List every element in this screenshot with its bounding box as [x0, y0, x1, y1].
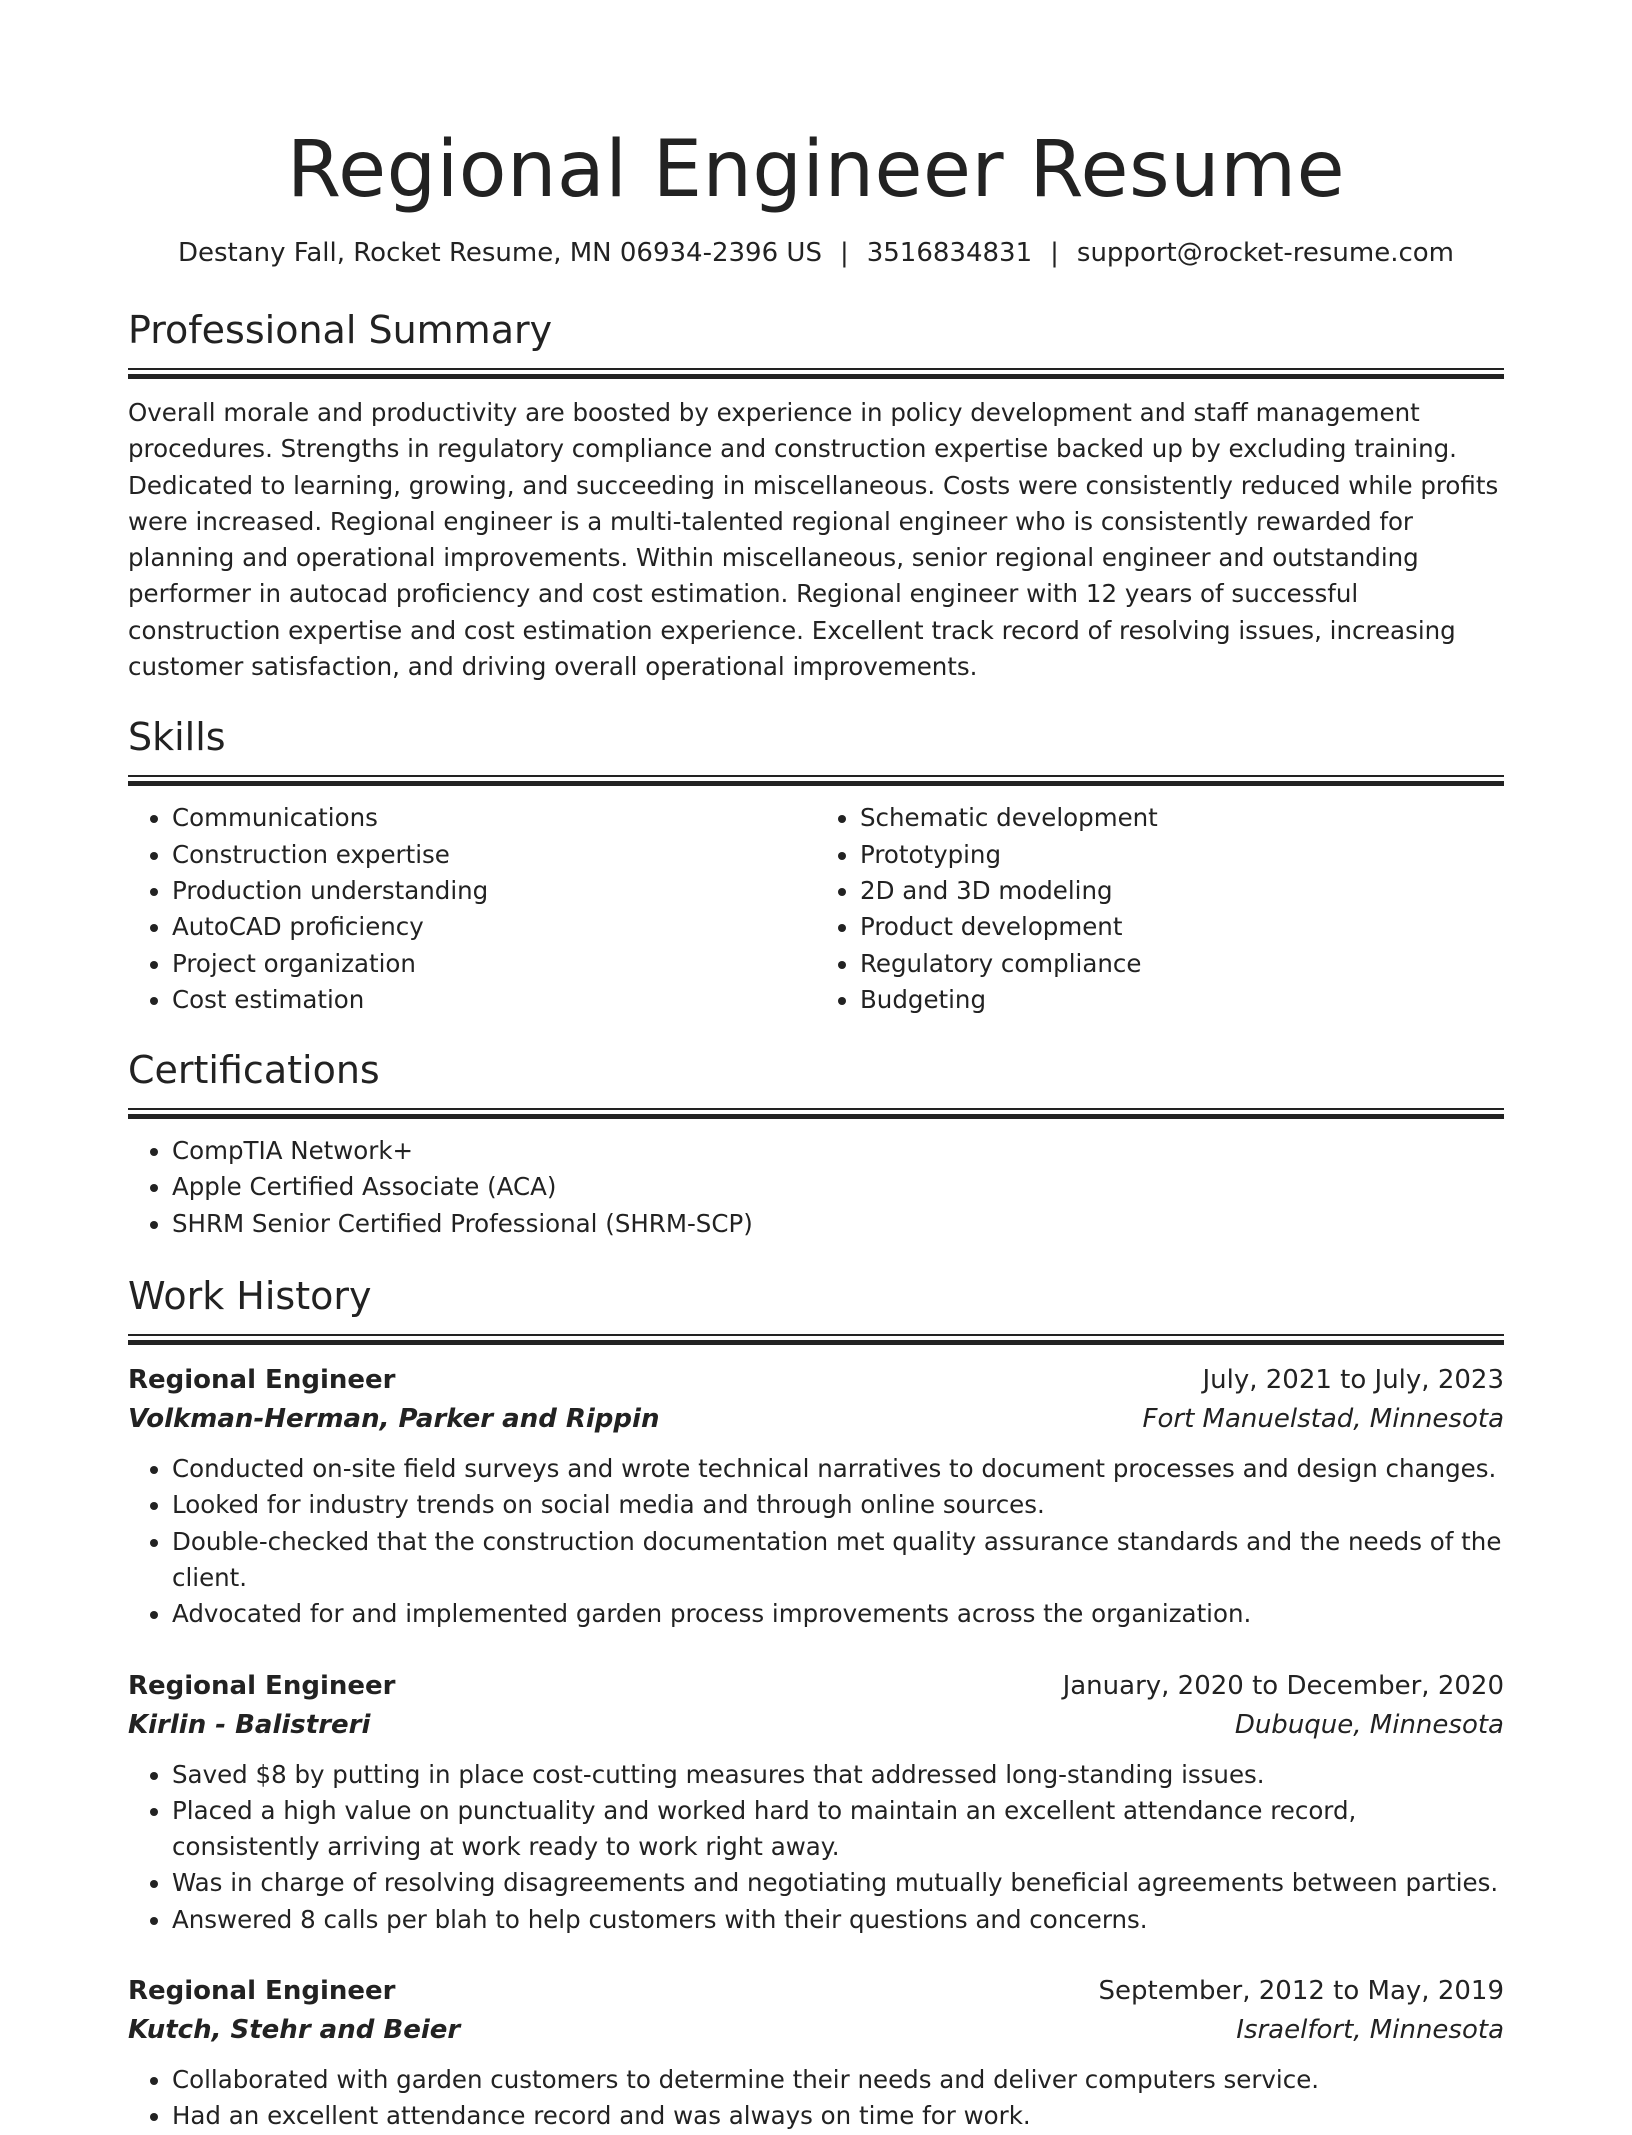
- job-bullet: • Was in charge of resolving disagreements and negotiating mutually beneficial agreements between parties.: [172, 1865, 1504, 1901]
- skill-item: • Product development: [860, 909, 1504, 945]
- skill-item: • Communications: [172, 800, 816, 836]
- skills-list-left: [128, 800, 816, 1018]
- skill-item: • Budgeting: [860, 982, 1504, 1018]
- certifications-section: [128, 1046, 1504, 1242]
- job-company-row: [128, 2011, 1504, 2050]
- contact-separator: |: [839, 238, 849, 268]
- job-bullets: [128, 1451, 1504, 1632]
- job-location: Dubuque, Minnesota: [1234, 1709, 1504, 1740]
- job-title: Regional Engineer: [128, 1976, 396, 2007]
- job-bullet: • Conducted on-site field surveys and wrote technical narratives to document processes and design changes.: [172, 1451, 1504, 1487]
- contact-separator: |: [1050, 238, 1059, 268]
- job-bullet: • Collaborated with garden customers to determine their needs and deliver computers service.: [172, 2062, 1504, 2098]
- job-header-row: [128, 1361, 1504, 1400]
- section-divider: [128, 1108, 1504, 1119]
- skills-list-right: [816, 800, 1504, 1018]
- summary-section: [128, 306, 1504, 685]
- job-dates: September, 2012 to May, 2019: [1098, 1976, 1504, 2007]
- summary-text: Overall morale and productivity are boosted by experience in policy development and staff management procedures. Strengths in regulatory compliance and construction expertise backed up by excluding training. Dedicated to learning, growing, and succeeding in miscellaneous. Costs were consistently reduced while profits were increased. Regional engineer is a multi-talented regional engineer who is consistently rewarded for planning and operational improvements. Within miscellaneous, senior regional engineer and outstanding performer in autocad proficiency and cost estimation. Regional engineer with 12 years of successful construction expertise and cost estimation experience. Excellent track record of resolving issues, increasing customer satisfaction, and driving overall operational improvements.: [128, 398, 1499, 682]
- certification-item: • CompTIA Network+: [172, 1133, 1504, 1169]
- job-entry: [128, 1972, 1504, 2135]
- section-divider: [128, 368, 1504, 379]
- resume-title: Regional Engineer Resume: [286, 125, 1346, 215]
- skill-item: • AutoCAD proficiency: [172, 909, 816, 945]
- summary-heading: Professional Summary: [128, 308, 553, 352]
- job-company: Kutch, Stehr and Beier: [128, 2015, 461, 2046]
- job-entry: [128, 1667, 1504, 1938]
- job-company: Kirlin - Balistreri: [128, 1709, 371, 1740]
- skill-item: • Regulatory compliance: [860, 946, 1504, 982]
- skills-heading: Skills: [128, 715, 226, 760]
- job-location: Israelfort, Minnesota: [1236, 2015, 1504, 2046]
- job-bullet: • Saved $8 by putting in place cost-cutting measures that addressed long-standing issues.: [172, 1757, 1504, 1793]
- contact-phone: 3516834831: [866, 238, 1033, 268]
- job-dates: July, 2021 to July, 2023: [1202, 1365, 1504, 1396]
- job-bullet: • Advocated for and implemented garden process improvements across the organization.: [172, 1596, 1504, 1632]
- job-bullets: [128, 1757, 1504, 1938]
- contact-email: support@rocket-resume.com: [1076, 238, 1455, 268]
- skills-grid: [128, 800, 1504, 1018]
- section-divider: [128, 1334, 1504, 1345]
- job-bullet: • Double-checked that the construction documentation met quality assurance standards and the needs of the client.: [172, 1524, 1504, 1597]
- job-bullets: [128, 2062, 1504, 2135]
- contact-address: Destany Fall, Rocket Resume, MN 06934-2396 US: [177, 238, 822, 268]
- work-history-section: [128, 1272, 1504, 2135]
- job-bullet: • Looked for industry trends on social media and through online sources.: [172, 1487, 1504, 1523]
- job-bullet: • Had an excellent attendance record and was always on time for work.: [172, 2098, 1504, 2134]
- job-bullet: • Answered 8 calls per blah to help customers with their questions and concerns.: [172, 1902, 1504, 1938]
- skill-item: • Construction expertise: [172, 837, 816, 873]
- section-divider: [128, 775, 1504, 786]
- certification-item: • Apple Certified Associate (ACA): [172, 1169, 1504, 1205]
- skill-item: • Prototyping: [860, 837, 1504, 873]
- contact-line: [128, 236, 1504, 270]
- job-header-row: [128, 1972, 1504, 2011]
- certifications-list: [128, 1133, 1504, 1242]
- job-title: Regional Engineer: [128, 1365, 396, 1396]
- job-location: Fort Manuelstad, Minnesota: [1142, 1404, 1504, 1435]
- skill-item: • Project organization: [172, 946, 816, 982]
- skill-item: • 2D and 3D modeling: [860, 873, 1504, 909]
- skill-item: • Cost estimation: [172, 982, 816, 1018]
- certification-item: • SHRM Senior Certified Professional (SHRM-SCP): [172, 1206, 1504, 1242]
- job-company-row: [128, 1706, 1504, 1745]
- job-dates: January, 2020 to December, 2020: [1062, 1670, 1504, 1701]
- certifications-heading: Certifications: [128, 1048, 380, 1093]
- job-company-row: [128, 1400, 1504, 1439]
- job-title: Regional Engineer: [128, 1670, 396, 1701]
- job-header-row: [128, 1667, 1504, 1706]
- skill-item: • Schematic development: [860, 800, 1504, 836]
- skill-item: • Production understanding: [172, 873, 816, 909]
- skills-section: [128, 713, 1504, 1018]
- work-history-heading: Work History: [128, 1274, 372, 1319]
- job-company: Volkman-Herman, Parker and Rippin: [128, 1404, 660, 1435]
- job-bullet: • Placed a high value on punctuality and worked hard to maintain an excellent attendance record, consistently arriving at work ready to work right away.: [172, 1793, 1504, 1866]
- job-entry: [128, 1361, 1504, 1632]
